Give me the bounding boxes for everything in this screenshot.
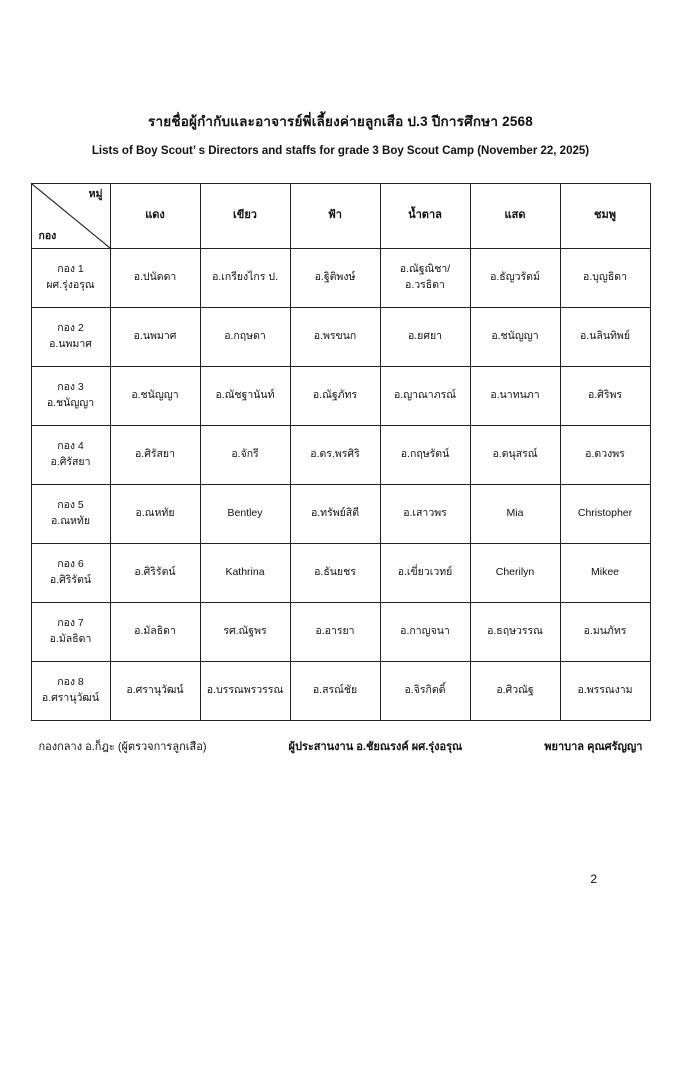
table-row <box>31 307 650 366</box>
cell-troop7-brown: อ.กาญจนา <box>380 602 470 661</box>
cell-troop8-blue: อ.สรณ์ชัย <box>290 661 380 720</box>
cell-troop3-blue: อ.ณัฐภัทร <box>290 366 380 425</box>
cell-troop6-red: อ.ศิริรัตน์ <box>110 543 200 602</box>
cell-troop8-green: อ.บรรณพรวรรณ <box>200 661 290 720</box>
table-row <box>31 602 650 661</box>
cell-troop8-red: อ.ศรานุวัฒน์ <box>110 661 200 720</box>
cell-troop3-green: อ.ณัชฐานันท์ <box>200 366 290 425</box>
footer-roles <box>31 737 651 755</box>
cell-troop3-brown: อ.ญาณาภรณ์ <box>380 366 470 425</box>
cell-troop2-orange: อ.ชนัญญา <box>470 307 560 366</box>
cell-troop4-green: อ.จักรี <box>200 425 290 484</box>
staff-name: อ.ณัฐณิชา/ <box>399 263 451 276</box>
cell-troop2-red: อ.นพมาศ <box>110 307 200 366</box>
cell-troop1-blue: อ.ฐิติพงษ์ <box>290 248 380 307</box>
cell-troop3-pink: อ.ศิริพร <box>560 366 650 425</box>
document-page <box>0 112 681 1072</box>
column-header-pink: ชมพู <box>560 183 650 248</box>
row-header-troop-4 <box>31 425 110 484</box>
cell-troop8-brown: อ.จิรกิตติ์ <box>380 661 470 720</box>
table-row <box>31 661 650 720</box>
troop-number: กอง 1 <box>57 263 84 276</box>
table-body <box>31 248 650 720</box>
troop-number: กอง 2 <box>57 322 84 335</box>
table-row <box>31 425 650 484</box>
cell-troop4-orange: อ.ดนุสรณ์ <box>470 425 560 484</box>
cell-troop5-green: Bentley <box>200 484 290 543</box>
row-header-troop-3 <box>31 366 110 425</box>
row-header-troop-7 <box>31 602 110 661</box>
table-row <box>31 543 650 602</box>
troop-number: กอง 6 <box>57 558 84 571</box>
troop-leader: อ.ศิริรัตน์ <box>49 573 92 586</box>
cell-troop4-pink: อ.ดวงพร <box>560 425 650 484</box>
title-block <box>0 112 681 161</box>
footer-nurse: พยาบาล คุณศรัญญา <box>544 740 643 753</box>
cell-troop1-green: อ.เกรียงไกร ป. <box>200 248 290 307</box>
cell-troop7-orange: อ.ธฤษวรรณ <box>470 602 560 661</box>
cell-troop5-brown: อ.เสาวพร <box>380 484 470 543</box>
table-row <box>31 484 650 543</box>
row-header-troop-2 <box>31 307 110 366</box>
footer-center-troop: กองกลาง อ.ก็ฎะ (ผู้ตรวจการลูกเสือ) <box>38 740 207 753</box>
cell-troop4-blue: อ.ดร.พรศิริ <box>290 425 380 484</box>
page-number: 2 <box>590 872 597 886</box>
troop-leader: อ.มัลธิดา <box>49 632 92 645</box>
troop-leader: ผศ.รุ่งอรุณ <box>46 278 95 291</box>
column-header-blue: ฟ้า <box>290 183 380 248</box>
cell-troop5-pink: Christopher <box>560 484 650 543</box>
cell-troop5-orange: Mia <box>470 484 560 543</box>
cell-troop2-pink: อ.นลินทิพย์ <box>560 307 650 366</box>
column-header-red: แดง <box>110 183 200 248</box>
troop-leader: อ.ศรานุวัฒน์ <box>41 691 100 704</box>
cell-troop2-blue: อ.พรขนก <box>290 307 380 366</box>
troop-leader: อ.นพมาศ <box>49 337 92 350</box>
troop-number: กอง 8 <box>57 676 84 689</box>
cell-troop6-blue: อ.ธันยชร <box>290 543 380 602</box>
column-header-green: เขียว <box>200 183 290 248</box>
cell-troop3-red: อ.ชนัญญา <box>110 366 200 425</box>
table-row <box>31 248 650 307</box>
cell-troop7-blue: อ.อารยา <box>290 602 380 661</box>
cell-troop1-brown <box>380 248 470 307</box>
cell-troop4-red: อ.ศิรัสยา <box>110 425 200 484</box>
troop-number: กอง 7 <box>57 617 84 630</box>
cell-troop6-orange: Cherilyn <box>470 543 560 602</box>
staff-name: อ.วรธิดา <box>405 278 445 291</box>
troop-number: กอง 3 <box>57 381 84 394</box>
cell-troop7-green: รศ.ณัฐพร <box>200 602 290 661</box>
troop-number: กอง 4 <box>57 440 84 453</box>
troop-leader: อ.ศิรัสยา <box>50 455 91 468</box>
troop-number: กอง 5 <box>57 499 84 512</box>
troop-leader: อ.ณหทัย <box>51 514 90 527</box>
cell-troop1-orange: อ.ธัญวรัตม์ <box>470 248 560 307</box>
table-header <box>31 183 650 248</box>
column-header-orange: แสด <box>470 183 560 248</box>
page-title-english: Lists of Boy Scout’ s Directors and staffs for grade 3 Boy Scout Camp (November 22, 2025) <box>91 145 590 158</box>
row-header-troop-6 <box>31 543 110 602</box>
row-header-troop-1 <box>31 248 110 307</box>
cell-troop8-pink: อ.พรรณงาม <box>560 661 650 720</box>
table-header-row <box>31 183 650 248</box>
cell-troop4-brown: อ.กฤษรัตน์ <box>380 425 470 484</box>
table-corner-cell <box>31 183 110 248</box>
troop-leader: อ.ชนัญญา <box>46 396 95 409</box>
cell-troop3-orange: อ.นาทนภา <box>470 366 560 425</box>
cell-troop2-brown: อ.ยศยา <box>380 307 470 366</box>
row-header-troop-5 <box>31 484 110 543</box>
column-header-brown: น้ำตาล <box>380 183 470 248</box>
page-title-thai: รายชื่อผู้กำกับและอาจารย์พี่เลี้ยงค่ายลูกเสือ ป.3 ปีการศึกษา 2568 <box>148 114 533 129</box>
roster-table <box>31 183 651 721</box>
cell-troop7-red: อ.มัลธิดา <box>110 602 200 661</box>
cell-troop5-blue: อ.ทรัพย์สิตี <box>290 484 380 543</box>
cell-troop6-pink: Mikee <box>560 543 650 602</box>
cell-troop7-pink: อ.มนภัทร <box>560 602 650 661</box>
cell-troop2-green: อ.กฤษดา <box>200 307 290 366</box>
cell-troop6-green: Kathrina <box>200 543 290 602</box>
cell-troop6-brown: อ.เขี่ยวเวทย์ <box>380 543 470 602</box>
footer-coordinator: ผู้ประสานงาน อ.ชัยณรงค์ ผศ.รุ่งอรุณ <box>288 740 463 753</box>
corner-label-group: หมู่ <box>88 187 103 200</box>
cell-troop8-orange: อ.ศิวณัฐ <box>470 661 560 720</box>
cell-troop5-red: อ.ณหทัย <box>110 484 200 543</box>
row-header-troop-8 <box>31 661 110 720</box>
corner-label-troop: กอง <box>38 230 57 243</box>
cell-troop1-pink: อ.บุญธิดา <box>560 248 650 307</box>
cell-troop1-red: อ.ปนัดดา <box>110 248 200 307</box>
table-row <box>31 366 650 425</box>
